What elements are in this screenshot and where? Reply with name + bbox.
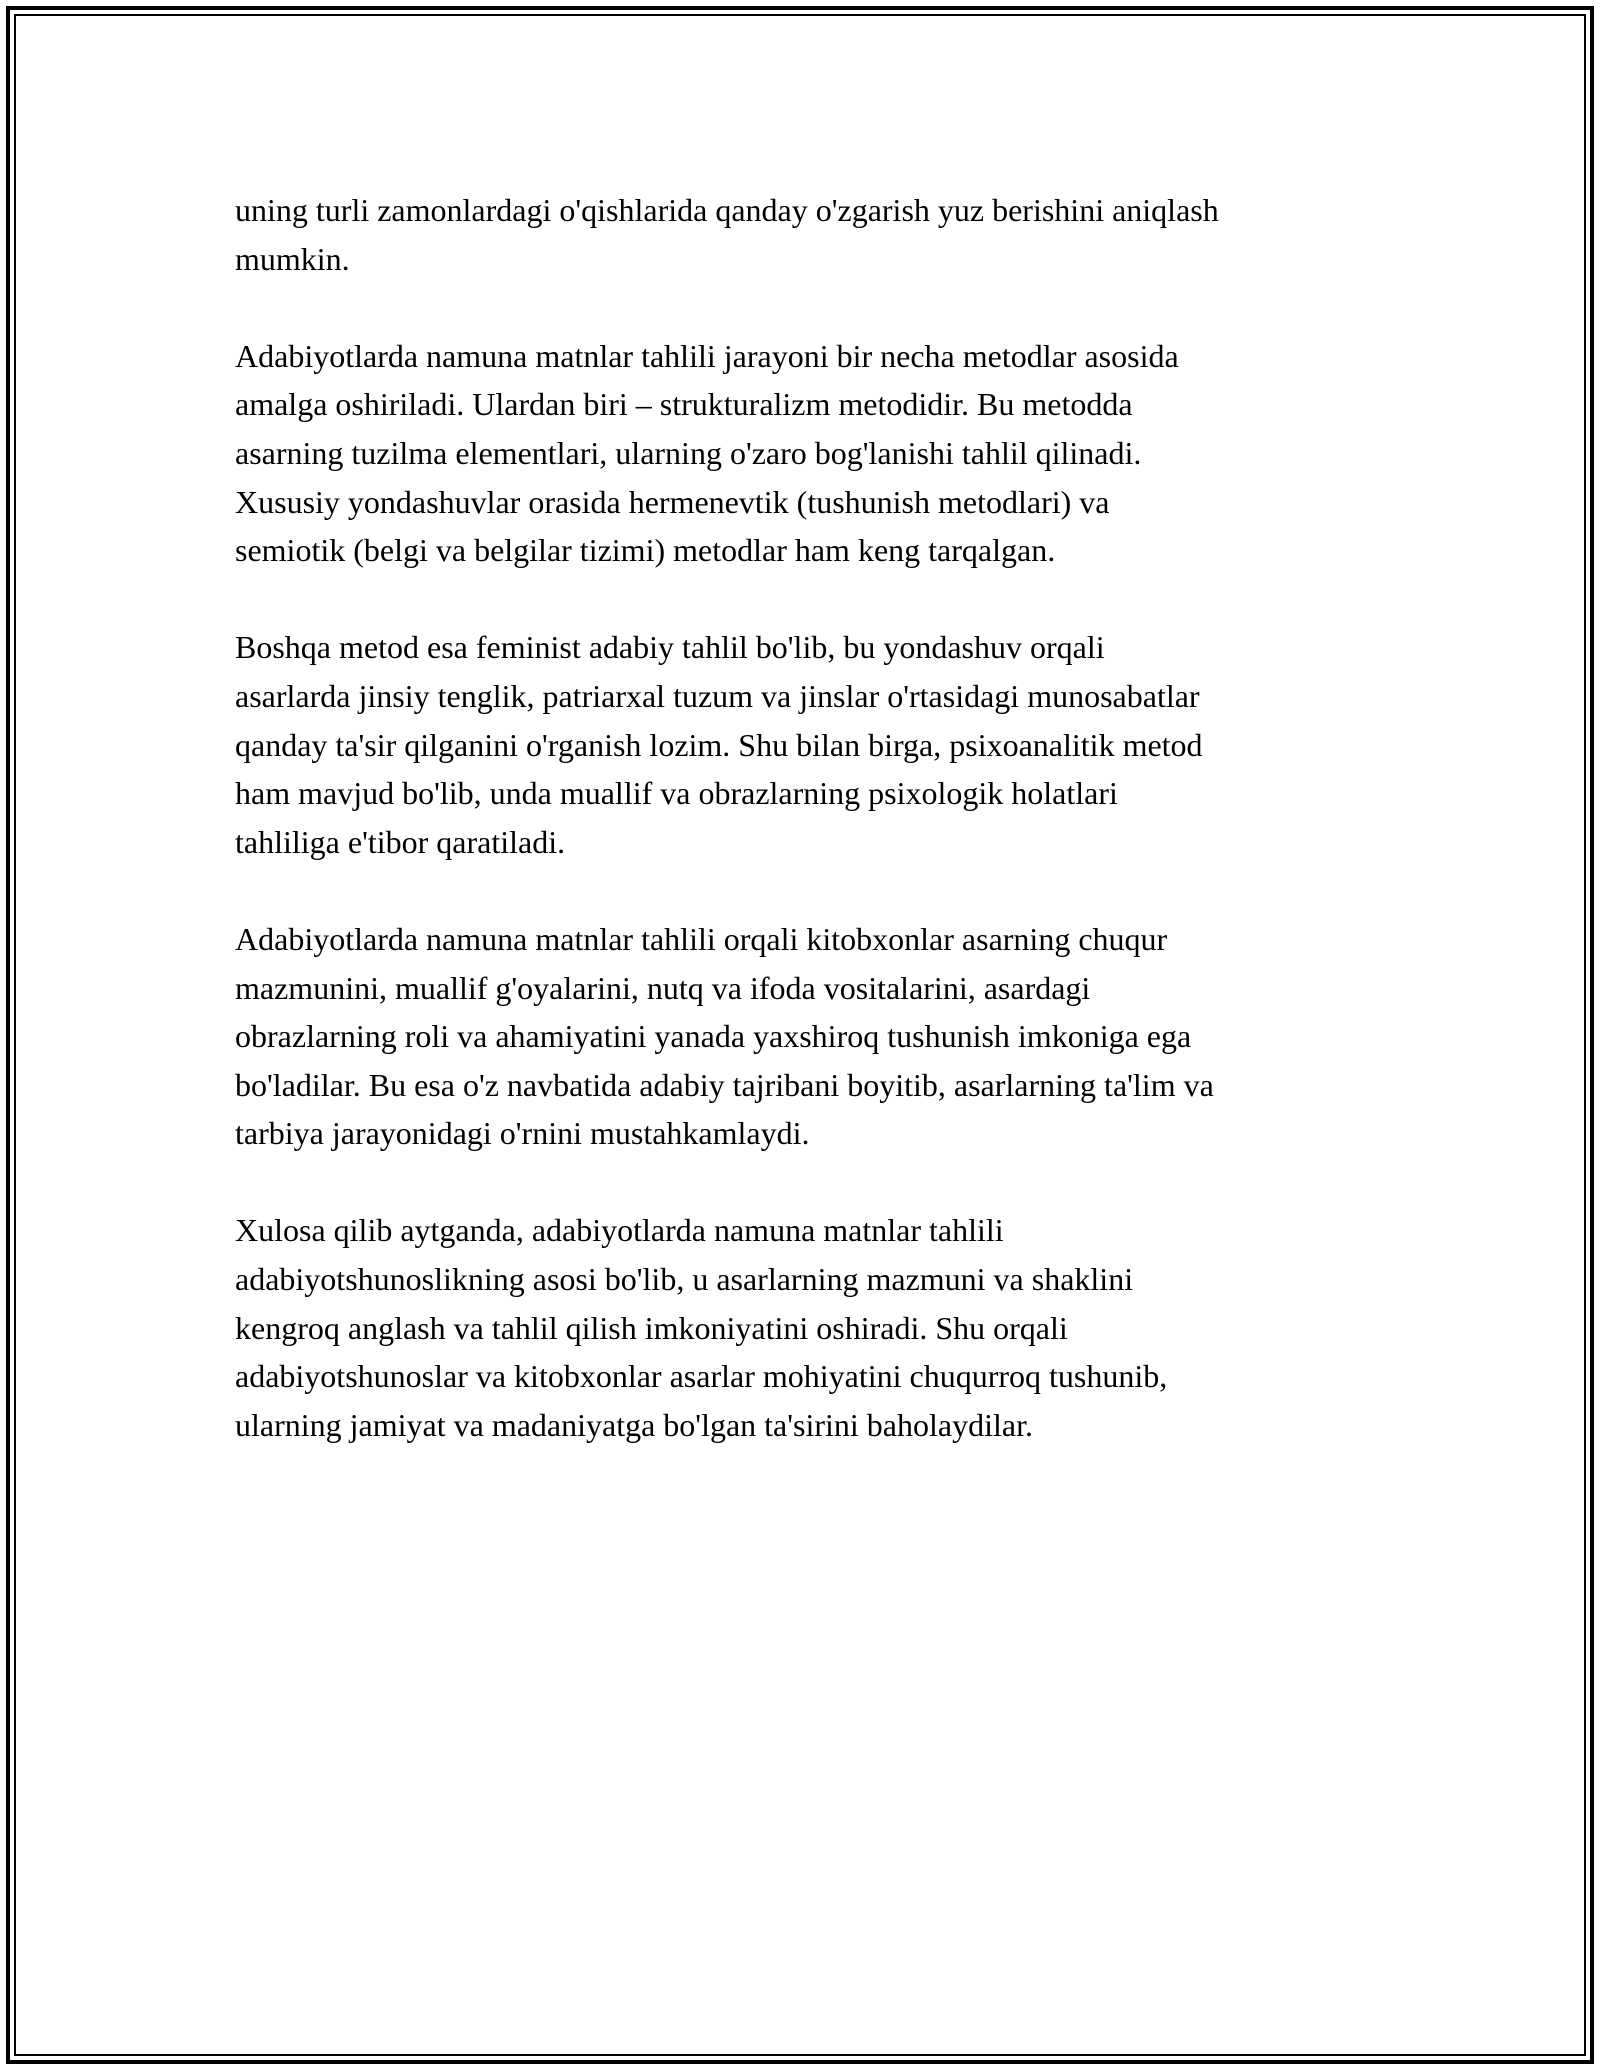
text-line: Adabiyotlarda namuna matnlar tahlili jarayoni bir necha metodlar asosida [235,337,1179,374]
text-line: obrazlarning roli va ahamiyatini yanada yaxshiroq tushunish imkoniga ega [235,1018,1192,1055]
text-line: uning turli zamonlardagi o'qishlarida qanday o'zgarish yuz berishini aniqlash [235,192,1219,228]
text-line: asarning tuzilma elementlari, ularning o'zaro bog'lanishi tahlil qilinadi. [235,434,1142,471]
paragraph-4 [235,915,1385,1158]
text-line: amalga oshiriladi. Ulardan biri – strukturalizm metodidir. Bu metodda [235,386,1133,423]
text-line: Boshqa metod esa feminist adabiy tahlil bo'lib, bu yondashuv orqali [235,629,1105,666]
paragraph-5 [235,1206,1385,1449]
text-line: adabiyotshunoslikning asosi bo'lib, u asarlarning mazmuni va shaklini [235,1261,1134,1298]
text-line: tahliliga e'tibor qaratiladi. [235,823,566,860]
text-line: Adabiyotlarda namuna matnlar tahlili orqali kitobxonlar asarning chuqur [235,920,1168,957]
text-line: ularning jamiyat va madaniyatga bo'lgan ta'sirini baholaydilar. [235,1406,1033,1443]
text-line: semiotik (belgi va belgilar tizimi) metodlar ham keng tarqalgan. [235,532,1056,569]
text-line: asarlarda jinsiy tenglik, patriarxal tuzum va jinslar o'rtasidagi munosabatlar [235,677,1200,714]
text-line: Xulosa qilib aytganda, adabiyotlarda namuna matnlar tahlili [235,1212,1004,1249]
paragraph-2 [235,332,1385,575]
paragraph-3 [235,623,1385,866]
text-line: qanday ta'sir qilganini o'rganish lozim. Shu bilan birga, psixoanalitik metod [235,726,1203,763]
text-line: Xususiy yondashuvlar orasida hermenevtik (tushunish metodlari) va [235,483,1110,520]
text-line: mazmunini, muallif g'oyalarini, nutq va ifoda vositalarini, asardagi [235,969,1091,1006]
text-line: bo'ladilar. Bu esa o'z navbatida adabiy tajribani boyitib, asarlarning ta'lim va [235,1066,1214,1103]
text-line: tarbiya jarayonidagi o'rnini mustahkamlaydi. [235,1115,810,1152]
text-line: adabiyotshunoslar va kitobxonlar asarlar mohiyatini chuqurroq tushunib, [235,1358,1168,1395]
text-line: mumkin. [235,240,350,277]
document-body [235,186,1385,1498]
text-line: ham mavjud bo'lib, unda muallif va obrazlarning psixologik holatlari [235,775,1118,812]
paragraph-1 [235,186,1385,283]
text-line: kengroq anglash va tahlil qilish imkoniyatini oshiradi. Shu orqali [235,1309,1068,1346]
